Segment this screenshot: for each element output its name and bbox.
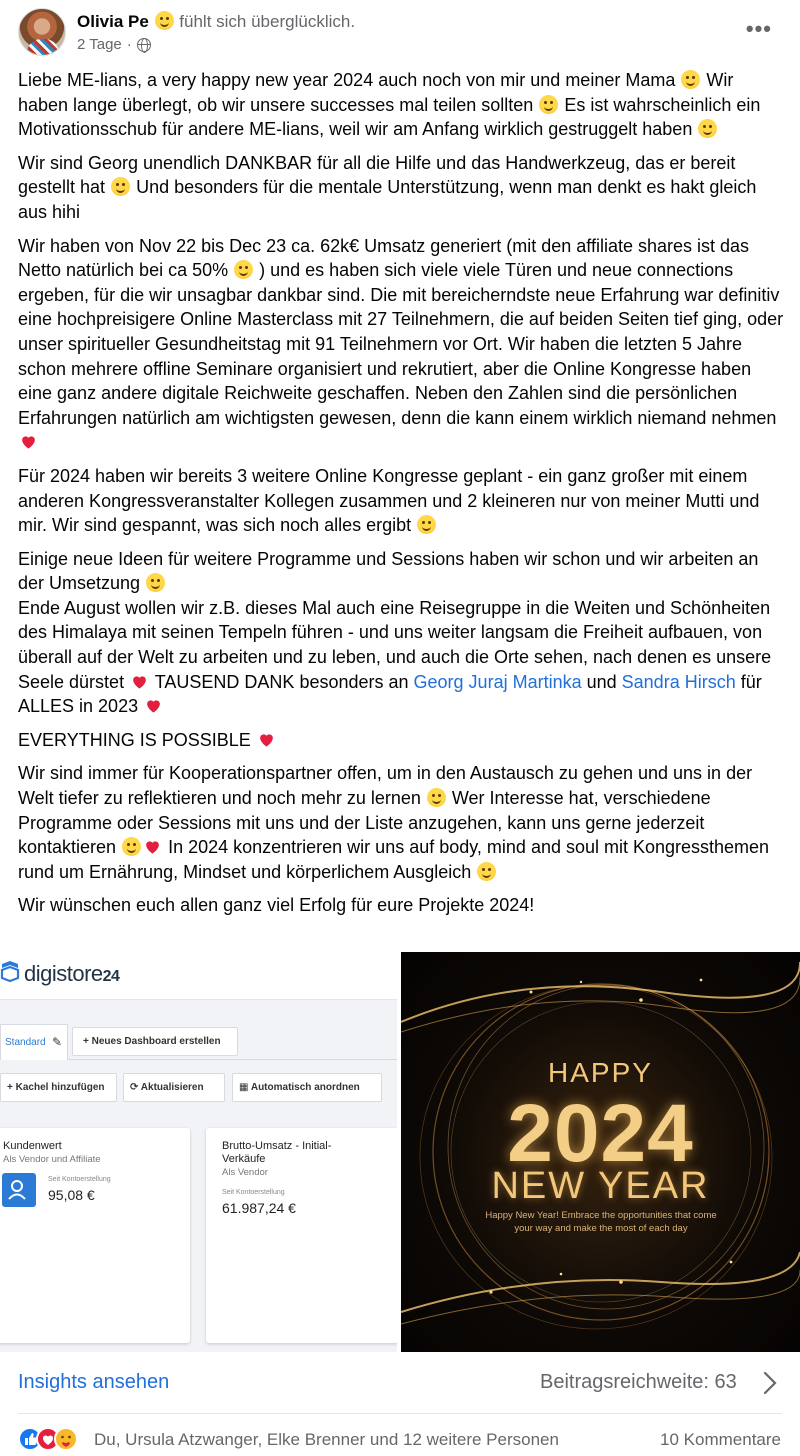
comments-count[interactable]: 10 Kommentare: [660, 1430, 781, 1449]
digistore-logo: digistore24: [24, 961, 120, 986]
new-dashboard-button[interactable]: + Neues Dashboard erstellen: [72, 1027, 238, 1056]
post-meta: 2 Tage ·: [77, 36, 151, 53]
smiley-emoji-icon: [477, 862, 496, 881]
card-value: 95,08 €: [48, 1187, 95, 1203]
reaction-icons[interactable]: [18, 1426, 80, 1452]
smiley-emoji-icon: [146, 573, 165, 592]
feeling-text: fühlt sich überglücklich.: [179, 12, 356, 31]
smiley-emoji-icon: [539, 95, 558, 114]
author-line: [77, 11, 355, 32]
paragraph: EVERYTHING IS POSSIBLE: [18, 728, 788, 753]
refresh-button[interactable]: ⟳ Aktualisieren: [123, 1073, 225, 1102]
chevron-right-icon[interactable]: [760, 1370, 780, 1396]
smiley-emoji-icon: [122, 837, 141, 856]
mention-link-georg[interactable]: Georg Juraj Martinka: [413, 671, 582, 692]
customer-value-card: [0, 1128, 190, 1343]
divider: [18, 1413, 782, 1414]
smiley-emoji-icon: [681, 70, 700, 89]
new-year-message: Happy New Year! Embrace the opportunities that come your way and make the most of each day: [485, 1210, 717, 1234]
happy-new-year-image[interactable]: [401, 952, 800, 1352]
tab-standard[interactable]: Standard: [0, 1024, 68, 1060]
new-year-text: NEW YEAR: [491, 1165, 710, 1207]
paragraph: Wir sind Georg unendlich DANKBAR für all die Hilfe und das Handwerkzeug, das er bereit gestellt hat Und besonders für die mentale Unterstützung, wenn man denkt es hakt gleich aus hihi: [18, 152, 757, 222]
smiley-emoji-icon: [427, 788, 446, 807]
card-since-label: Seit Kontoerstellung: [48, 1176, 111, 1183]
card-since-label: Seit Kontoerstellung: [222, 1189, 285, 1196]
smiling-emoji-icon: [155, 11, 174, 30]
heart-emoji-icon: [143, 837, 162, 856]
wink-emoji-icon: [234, 260, 253, 279]
author-avatar[interactable]: [18, 8, 66, 56]
paragraph: Liebe ME-lians, a very happy new year 2024 auch noch von mir und meiner Mama Wir haben lange überlegt, ob wir unsere successes mal teilen sollten Es ist wahrscheinlich ein Motivationsschub für andere ME-lians, weil wir am Anfang wirklich gestruggelt haben: [18, 70, 761, 140]
paragraph: Für 2024 haben wir bereits 3 weitere Online Kongresse geplant - ein ganz großer mit einem anderen Kongressveranstalter Kollegen zusammen und 2 kleineren nur von meiner Mutti und mir. Wir sind gespannt, was sich noch alles ergibt: [18, 465, 760, 536]
heart-emoji-icon: [19, 432, 38, 451]
digistore-logo-icon: [0, 960, 20, 982]
post-header: [18, 6, 782, 58]
post-time[interactable]: 2 Tage: [77, 36, 122, 53]
post-reach[interactable]: Beitragsreichweite: 63: [540, 1371, 737, 1393]
insights-link[interactable]: Insights ansehen: [18, 1371, 170, 1393]
dashboard-tabs: [0, 1024, 397, 1060]
happy-text: HAPPY: [548, 1057, 653, 1088]
reactions-text[interactable]: Du, Ursula Atzwanger, Elke Brenner und 12 weitere Personen: [94, 1430, 559, 1449]
smiley-emoji-icon: [417, 515, 436, 534]
heart-emoji-icon: [130, 672, 149, 691]
card-title: Brutto-Umsatz - Initial-Verkäufe Als Vendor: [222, 1140, 332, 1178]
heart-emoji-icon: [144, 696, 163, 715]
digistore-header: [0, 952, 397, 1000]
heart-emoji-icon: [257, 730, 276, 749]
add-tile-button[interactable]: + Kachel hinzufügen: [0, 1073, 117, 1102]
globe-icon: [137, 38, 151, 52]
customer-icon: [2, 1173, 36, 1207]
gross-revenue-card: [206, 1128, 397, 1343]
author-name[interactable]: Olivia Pe: [77, 12, 149, 31]
card-title: Kundenwert Als Vendor und Affiliate: [3, 1140, 101, 1165]
mention-link-sandra[interactable]: Sandra Hirsch: [621, 671, 736, 692]
auto-arrange-button[interactable]: ▦ Automatisch anordnen: [232, 1073, 382, 1102]
smiley-emoji-icon: [111, 177, 130, 196]
pencil-icon[interactable]: ✎: [52, 1035, 63, 1049]
care-reaction-icon: [55, 1428, 77, 1450]
post-text: [18, 68, 788, 927]
paragraph: Einige neue Ideen für weitere Programme und Sessions haben wir schon und wir arbeiten an der Umsetzung Ende August wollen wir z.B. dieses Mal auch eine Reisegruppe in die Weiten und Schönheiten des Himalaya mit seinen Tempeln führen - und uns weiter langsam die Freiheit aufbauen, von überall auf der Welt zu arbeiten und zu leben, und auch die Orte sehen, nach denen es unsere Seele dürstet TAUSEND DANK besonders an Georg Juraj Martinka und Sandra Hirsch für ALLES in 2023: [18, 548, 772, 717]
more-options-icon[interactable]: •••: [745, 16, 772, 41]
smiley-emoji-icon: [698, 119, 717, 138]
digistore-dashboard-image[interactable]: [0, 952, 397, 1352]
paragraph: Wir sind immer für Kooperationspartner offen, um in den Austausch zu gehen und uns in der Welt tiefer zu reflektieren und noch mehr zu lernen Wer Interesse hat, verschiedene Programme oder Sessions mit uns und der Liste anzugehen, kann uns gerne jederzeit kontaktieren In 2024 konzentrieren wir uns auf body, mind and soul mit Kongressthemen rund um Ernährung, Mindset und körperlichem Ausgleich: [18, 763, 770, 882]
year-text: 2024: [507, 1088, 694, 1179]
paragraph: Wir wünschen euch allen ganz viel Erfolg für eure Projekte 2024!: [18, 895, 535, 916]
paragraph: Wir haben von Nov 22 bis Dec 23 ca. 62k€ Umsatz generiert (mit den affiliate shares ist das Netto natürlich bei ca 50% ) und es haben sich viele viele Türen und neue connections ergeben, für die wir unsagbar dankbar sind. Die mit bereicherndste neue Erfahrung war definitiv eine hochpreisigere Online Masterclass mit 27 Teilnehmern, die auf beiden Seiten tief ging, oder unser spiritueller Gesundheitstag mit 91 Teilnehmern vor Ort. Wir haben die letzten 5 Jahre schon mehrere offline Seminare organisiert und rekrutiert, aber die Online Kongresse haben eine ganz andere digitale Reichweite geschaffen. Neben den Zahlen sind die persönlichen Erfahrungen natürlich am wichtigsten gewesen, denn die kann einem wirklich niemand nehmen: [18, 234, 788, 455]
card-value: 61.987,24 €: [222, 1200, 296, 1216]
